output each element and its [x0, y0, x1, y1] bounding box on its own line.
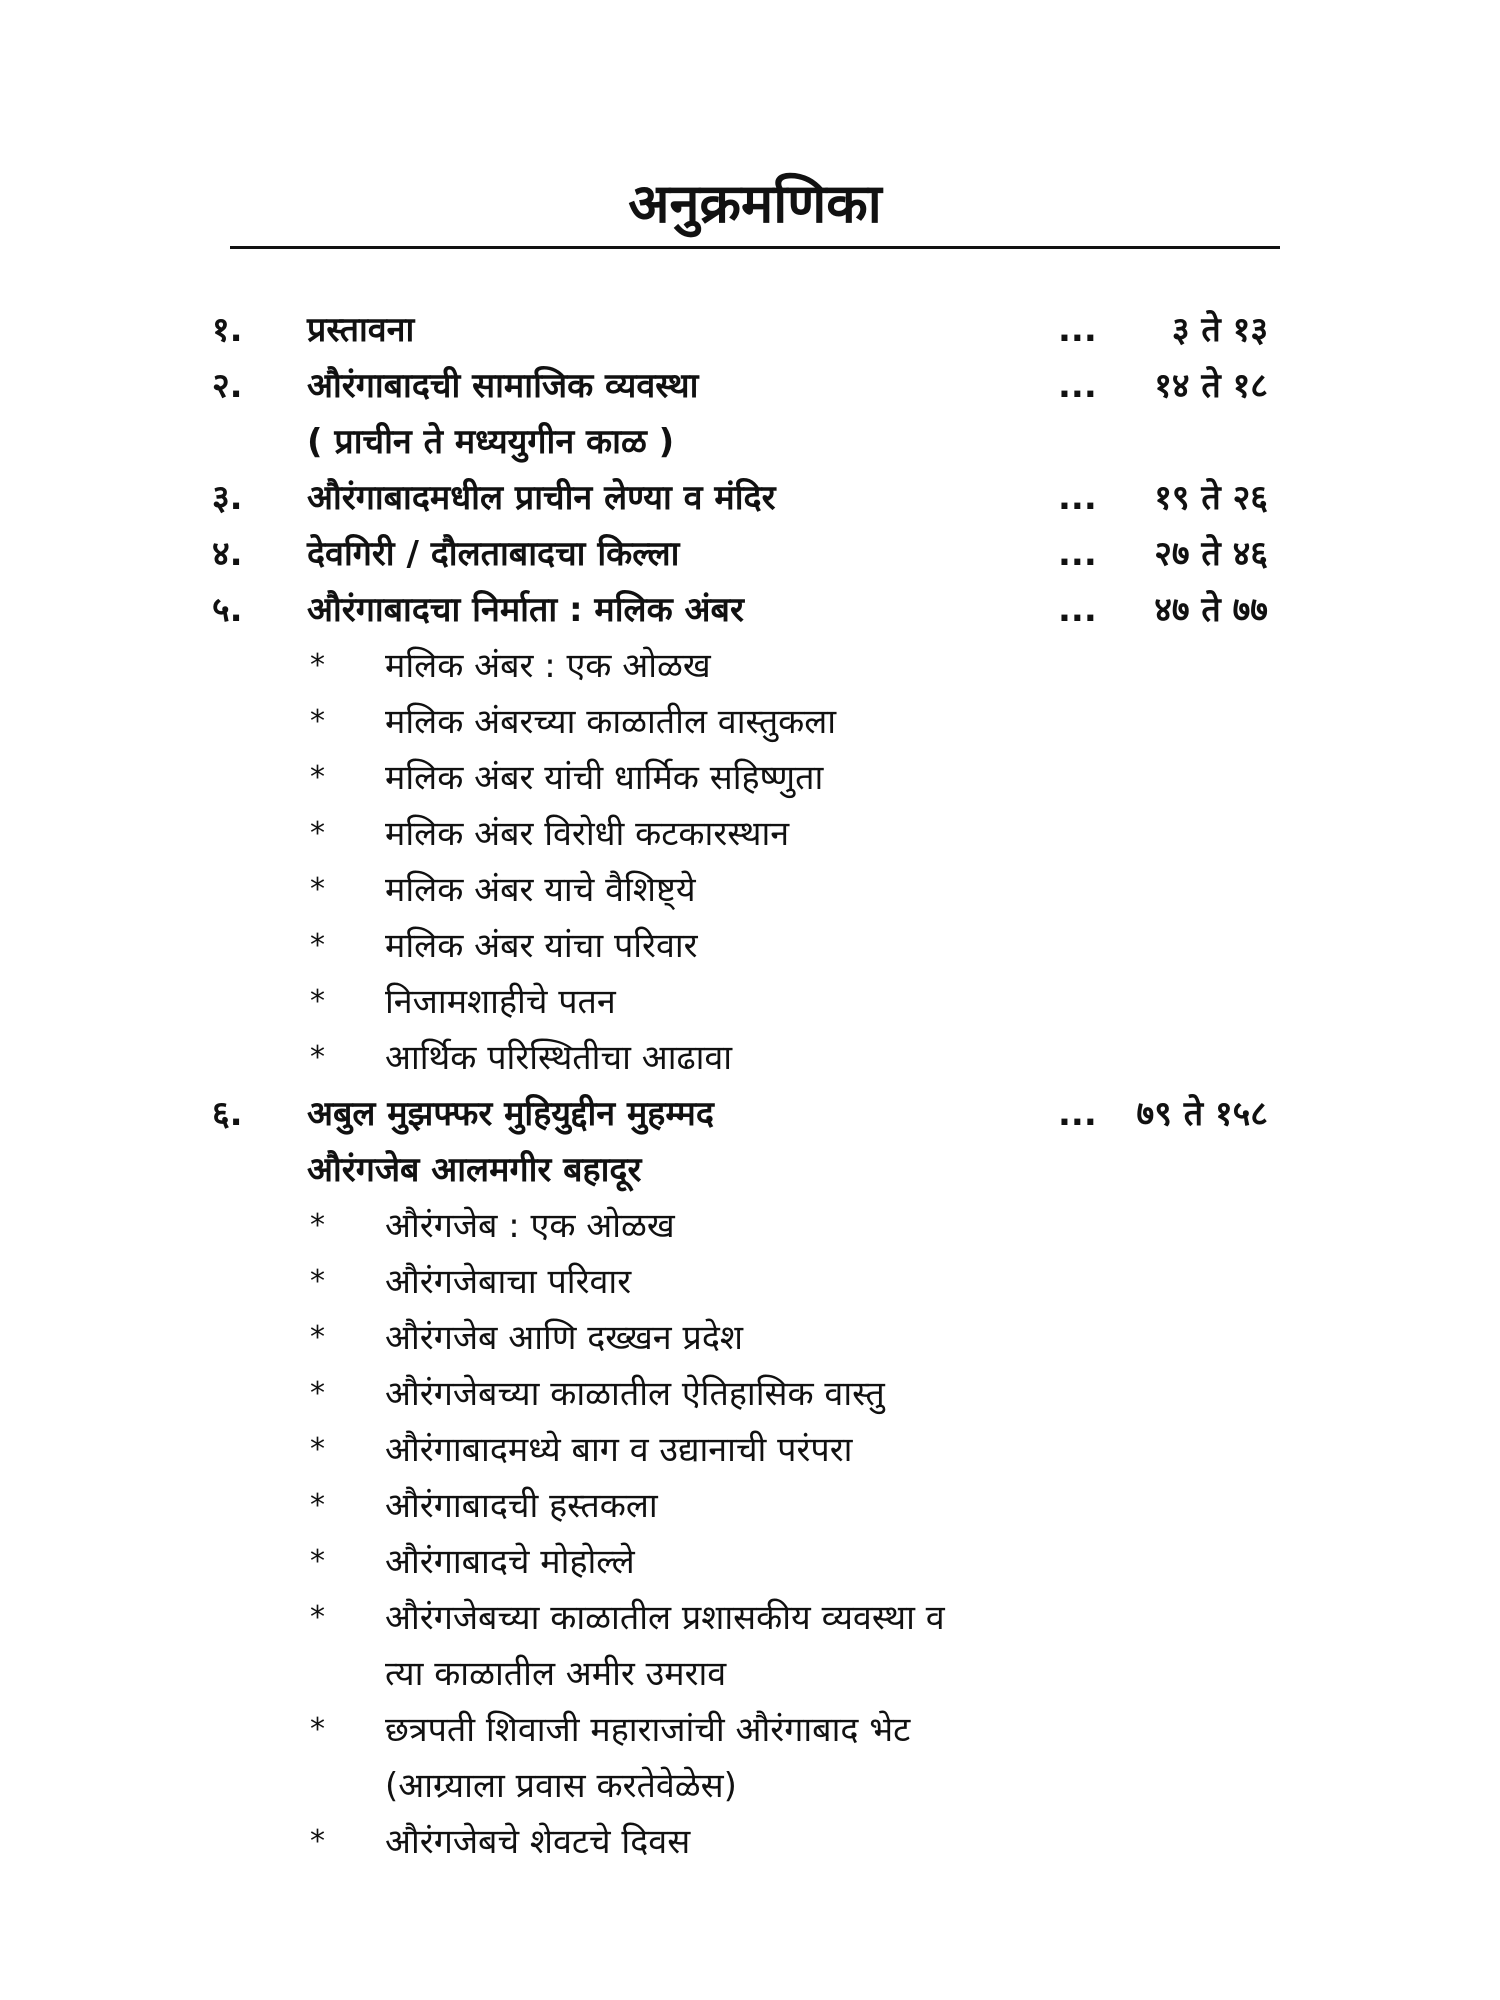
toc-subentry — [0, 1534, 1500, 1590]
bullet-icon: * — [310, 1600, 325, 1635]
bullet-icon: * — [310, 928, 325, 963]
page-range: ७९ ते १५८ — [1136, 1094, 1268, 1134]
toc-subentry — [0, 1366, 1500, 1422]
toc-subentry — [0, 750, 1500, 806]
chapter-title: औरंगाबादचा निर्माता : मलिक अंबर — [307, 590, 744, 630]
toc-subentry — [0, 694, 1500, 750]
page-range: ४७ ते ७७ — [1154, 590, 1268, 630]
section-title: मलिक अंबर यांची धार्मिक सहिष्णुता — [385, 758, 824, 798]
chapter-title: अबुल मुझफ्फर मुहियुद्दीन मुहम्मद — [307, 1094, 714, 1134]
chapter-title: औरंगाबादमधील प्राचीन लेण्या व मंदिर — [307, 478, 776, 518]
bullet-icon: * — [310, 1208, 325, 1243]
bullet-icon: * — [310, 1040, 325, 1075]
page-range: ३ ते १३ — [1171, 310, 1268, 350]
bullet-icon: * — [310, 1824, 325, 1859]
toc-subentry — [0, 974, 1500, 1030]
toc-subentry — [0, 638, 1500, 694]
toc-entry-1 — [0, 302, 1500, 358]
toc-subentry — [0, 806, 1500, 862]
toc-subentry — [0, 1030, 1500, 1086]
page-title: अनुक्रमणिका — [628, 172, 882, 235]
chapter-number: ५. — [212, 590, 243, 630]
bullet-icon: * — [310, 760, 325, 795]
toc-entry-6-continuation — [0, 1142, 1500, 1198]
section-title: औरंगाबादमध्ये बाग व उद्यानाची परंपरा — [385, 1430, 853, 1470]
chapter-title-continuation: ( प्राचीन ते मध्ययुगीन काळ ) — [307, 422, 675, 462]
bullet-icon: * — [310, 648, 325, 683]
section-title: औरंगजेब आणि दख्खन प्रदेश — [385, 1318, 744, 1358]
section-title: औरंगजेबच्या काळातील ऐतिहासिक वास्तु — [385, 1374, 885, 1414]
title-underline — [230, 246, 1280, 249]
section-title: छत्रपती शिवाजी महाराजांची औरंगाबाद भेट — [385, 1710, 911, 1750]
toc-entry-4 — [0, 526, 1500, 582]
section-title-continuation: (आग्र्याला प्रवास करतेवेळेस) — [385, 1766, 737, 1806]
chapter-number: ६. — [212, 1094, 243, 1134]
bullet-icon: * — [310, 816, 325, 851]
page-range: १४ ते १८ — [1154, 366, 1268, 406]
bullet-icon: * — [310, 1320, 325, 1355]
chapter-number: ४. — [212, 534, 243, 574]
toc-subentry-continuation — [0, 1646, 1500, 1702]
toc-subentry-continuation — [0, 1758, 1500, 1814]
section-title: औरंगजेबचे शेवटचे दिवस — [385, 1822, 691, 1862]
leader-dots: ... — [1058, 590, 1097, 630]
section-title: मलिक अंबर यांचा परिवार — [385, 926, 698, 966]
chapter-number: ३. — [212, 478, 243, 518]
leader-dots: ... — [1058, 310, 1097, 350]
toc-subentry — [0, 1254, 1500, 1310]
bullet-icon: * — [310, 1712, 325, 1747]
bullet-icon: * — [310, 984, 325, 1019]
bullet-icon: * — [310, 1376, 325, 1411]
section-title: औरंगजेबाचा परिवार — [385, 1262, 632, 1302]
page-range: १९ ते २६ — [1154, 478, 1268, 518]
toc-subentry — [0, 1478, 1500, 1534]
section-title: निजामशाहीचे पतन — [385, 982, 616, 1022]
leader-dots: ... — [1058, 366, 1097, 406]
toc-subentry — [0, 1702, 1500, 1758]
section-title: मलिक अंबर याचे वैशिष्ट्ये — [385, 870, 696, 910]
leader-dots: ... — [1058, 478, 1097, 518]
toc-subentry — [0, 862, 1500, 918]
toc-entry-3 — [0, 470, 1500, 526]
toc-entry-2 — [0, 358, 1500, 414]
chapter-number: १. — [212, 310, 243, 350]
section-title: औरंगजेबच्या काळातील प्रशासकीय व्यवस्था व — [385, 1598, 945, 1638]
chapter-title: औरंगाबादची सामाजिक व्यवस्था — [307, 366, 699, 406]
leader-dots: ... — [1058, 534, 1097, 574]
chapter-title: प्रस्तावना — [307, 310, 415, 350]
toc-entry-6 — [0, 1086, 1500, 1142]
bullet-icon: * — [310, 872, 325, 907]
bullet-icon: * — [310, 1264, 325, 1299]
section-title: मलिक अंबर : एक ओळख — [385, 646, 711, 686]
bullet-icon: * — [310, 1432, 325, 1467]
toc-subentry — [0, 1814, 1500, 1870]
section-title: औरंगाबादचे मोहोल्ले — [385, 1542, 635, 1582]
bullet-icon: * — [310, 1488, 325, 1523]
chapter-number: २. — [212, 366, 243, 406]
toc-subentry — [0, 1590, 1500, 1646]
toc-subentry — [0, 918, 1500, 974]
section-title: औरंगजेब : एक ओळख — [385, 1206, 675, 1246]
bullet-icon: * — [310, 704, 325, 739]
section-title: मलिक अंबरच्या काळातील वास्तुकला — [385, 702, 837, 742]
toc-subentry — [0, 1422, 1500, 1478]
section-title-continuation: त्या काळातील अमीर उमराव — [385, 1654, 727, 1694]
toc-subentry — [0, 1198, 1500, 1254]
section-title: औरंगाबादची हस्तकला — [385, 1486, 658, 1526]
section-title: आर्थिक परिस्थितीचा आढावा — [385, 1038, 733, 1078]
chapter-title-continuation: औरंगजेब आलमगीर बहादूर — [307, 1150, 642, 1190]
toc-entry-2-continuation — [0, 414, 1500, 470]
section-title: मलिक अंबर विरोधी कटकारस्थान — [385, 814, 790, 854]
toc-entry-5 — [0, 582, 1500, 638]
chapter-title: देवगिरी / दौलताबादचा किल्ला — [307, 534, 680, 574]
page-range: २७ ते ४६ — [1154, 534, 1268, 574]
leader-dots: ... — [1058, 1094, 1097, 1134]
toc-subentry — [0, 1310, 1500, 1366]
bullet-icon: * — [310, 1544, 325, 1579]
